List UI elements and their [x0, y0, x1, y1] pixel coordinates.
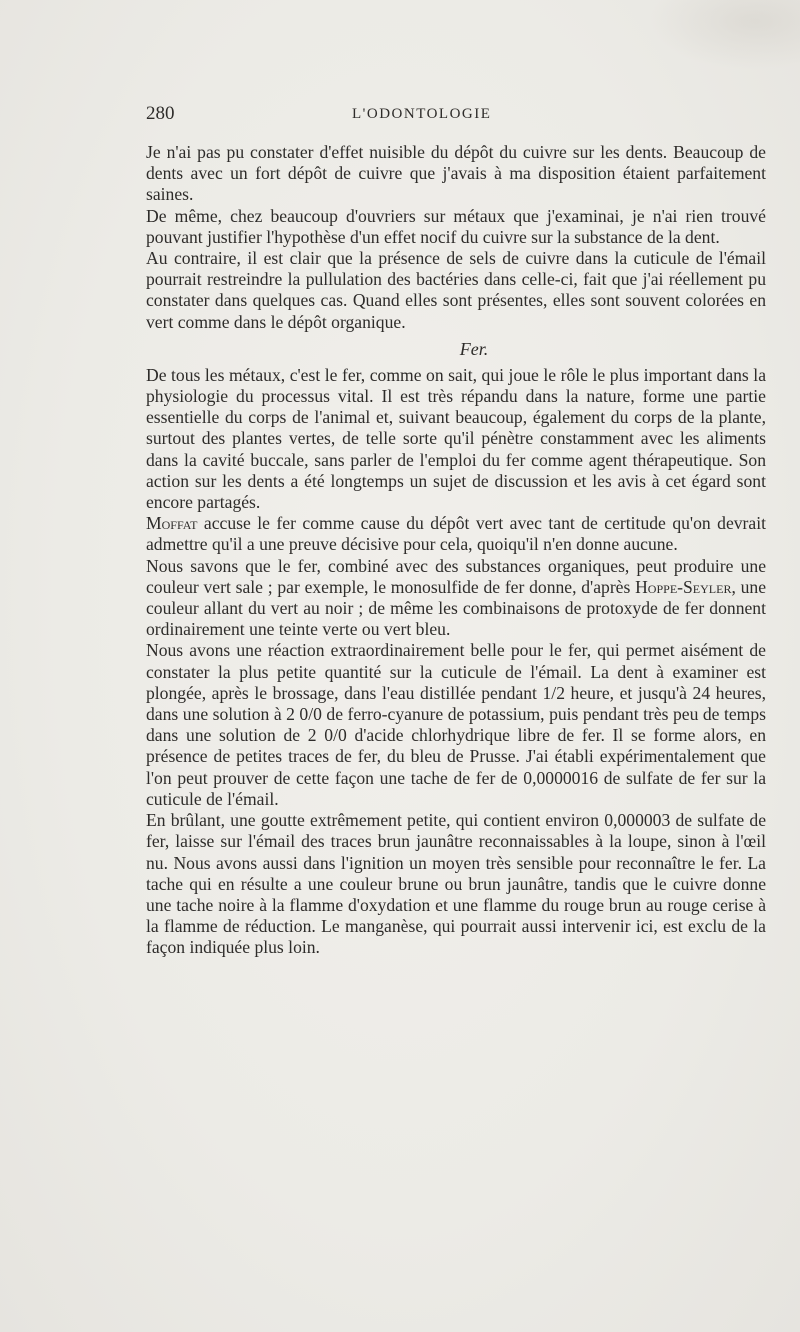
- paragraph-ignition: En brûlant, une goutte extrêmement petite, qui contient environ 0,000003 de sulfate de fer, laisse sur l'émail des traces brun jaunâtre reconnaissables à la loupe, sinon à l'œil nu. Nous avons aussi dans l'ignition un moyen très sensible pour reconnaître le fer. La tache qui en résulte a une couleur brune ou brun jaunâtre, tandis que le cuivre donne une tache noire à la flamme d'oxydation et une flamme du rouge brun au rouge cerise à la flamme de réduction. Le manganèse, qui pourrait aussi intervenir ici, est exclu de la façon indiquée plus loin.: [146, 810, 766, 958]
- paragraph-hoppe-before: Nous savons que le fer, combiné avec des substances organiques, peut produire une couleur vert sale ; par exemple, le monosulfide de fer donne, d'après: [146, 555, 766, 597]
- paragraph-copper-2: De même, chez beaucoup d'ouvriers sur métaux que j'examinai, je n'ai rien trouvé pouvant justifier l'hypothèse d'un effet nocif du cuivre sur la substance de la dent.: [146, 205, 766, 247]
- author-name-hoppe-seyler: Hoppe-Seyler: [635, 576, 732, 597]
- author-name-moffat: Moffat: [146, 513, 198, 534]
- page-body: [146, 142, 766, 959]
- section-title-fer: Fer.: [459, 338, 489, 359]
- paragraph-hoppe-after: , une couleur allant du vert au noir ; de même les combinaisons de protoxyde de fer donnent ordinairement une teinte verte ou vert bleu.: [146, 576, 767, 640]
- paragraph-iron-1: De tous les métaux, c'est le fer, comme on sait, qui joue le rôle le plus important dans la physiologie du processus vital. Il est très répandu dans la nature, forme une partie essentielle du corps de l'animal et, suivant beaucoup, également du corps de la plante, surtout des plantes vertes, de telle sorte qu'il pénètre constamment avec les aliments dans la cavité buccale, sans parler de l'emploi du fer comme agent thérapeutique. Son action sur les dents a été longtemps un sujet de discussion et les avis à cet égard sont encore partagés.: [146, 364, 766, 513]
- paragraph-moffat: [146, 513, 766, 555]
- page-header: [146, 103, 766, 131]
- page-number: 280: [146, 103, 175, 124]
- paper-stain: [648, 0, 800, 70]
- paragraph-copper-1: Je n'ai pas pu constater d'effet nuisible du dépôt du cuivre sur les dents. Beaucoup de dents avec un fort dépôt de cuivre que j'avais à ma disposition étaient parfaitement saines.: [146, 142, 766, 205]
- paragraph-moffat-text: accuse le fer comme cause du dépôt vert avec tant de certitude qu'on devrait admettre qu'il a une preuve décisive pour cela, quoiqu'il n'en donne aucune.: [146, 513, 766, 555]
- running-title: L'ODONTOLOGIE: [352, 106, 492, 122]
- paragraph-hoppe-seyler: [146, 556, 766, 641]
- paragraph-copper-3: Au contraire, il est clair que la présence de sels de cuivre dans la cuticule de l'émail pourrait restreindre la pullulation des bactéries dans celle-ci, fait que j'ai réellement pu constater dans quelques cas. Quand elles sont présentes, elles sont souvent colorées en vert comme dans le dépôt organique.: [146, 248, 766, 332]
- paragraph-reaction: Nous avons une réaction extraordinairement belle pour le fer, qui permet aisément de constater la plus petite quantité sur la cuticule de l'émail. La dent à examiner est plongée, après le brossage, dans l'eau distillée pendant 1/2 heure, et jusqu'à 24 heures, dans une solution à 2 0/0 de ferro-cyanure de potassium, puis pendant très peu de temps dans une solution de 2 0/0 d'acide chlorhydrique libre de fer. Il se forme alors, en présence de petites traces de fer, du bleu de Prusse. J'ai établi expérimentalement que l'on peut prouver de cette façon une tache de fer de 0,0000016 de sulfate de fer sur la cuticule de l'émail.: [146, 640, 766, 809]
